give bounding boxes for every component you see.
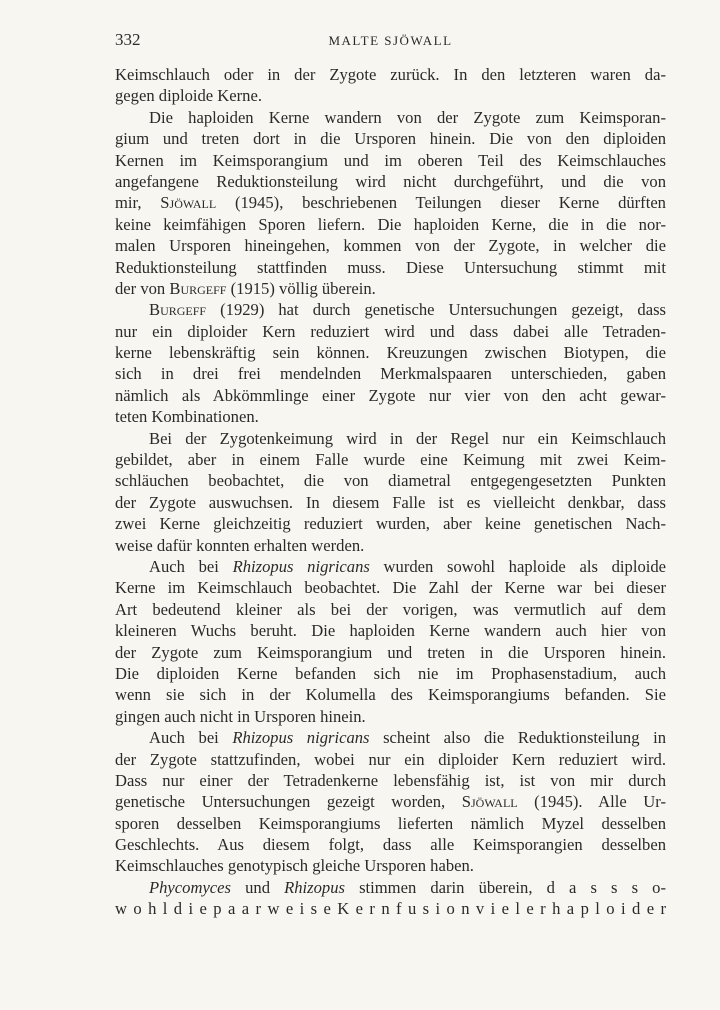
author-citation: Burgeff [149, 300, 207, 320]
text-line [115, 128, 666, 149]
text-line [115, 171, 666, 192]
text-run: wenn sie sich in der Kolumella des Keimsporangiums befanden. Sie [115, 685, 666, 705]
text-line [115, 214, 666, 235]
text-run: Keimschlauch oder in der Zygote zurück. In den letzteren waren da- [115, 65, 666, 84]
page-number: 332 [115, 30, 141, 49]
text-line [115, 556, 666, 577]
text-run: stimmen darin überein, d a s s s o- [344, 877, 667, 897]
text-run: w o h l d i e p a a r w e i s e K e r n f u s i o n v i e l e r h a p l o i d e r [115, 899, 666, 919]
text-line [115, 620, 666, 641]
text-line [115, 470, 666, 491]
species-name: Phycomyces [149, 877, 231, 897]
text-run: nämlich als Abkömmlinge einer Zygote nur vier von den acht gewar- [115, 385, 666, 405]
text-line [115, 877, 666, 898]
text-line [115, 449, 666, 470]
text-run: (1945), beschriebenen Teilungen dieser Kerne dürften [216, 193, 666, 213]
text-run: angefangene Reduktionsteilung wird nicht durchgeführt, und die von [115, 171, 666, 191]
text-run: wurden sowohl haploide als diploide [369, 556, 667, 576]
text-line [115, 813, 666, 834]
text-line [115, 727, 666, 748]
page-header [115, 30, 666, 50]
text-line [115, 492, 666, 513]
text-run: Bei der Zygotenkeimung wird in der Regel nur ein Keimschlauch [149, 428, 666, 448]
text-line [115, 278, 666, 299]
text-run: Kerne im Keimschlauch beobachtet. Die Zahl der Kerne war bei dieser [115, 578, 666, 598]
text-run: (1945). Alle Ur- [517, 792, 666, 812]
text-run: und [231, 877, 285, 897]
text-line [115, 855, 666, 876]
text-run: weise dafür konnten erhalten werden. [115, 535, 365, 555]
text-run: gebildet, aber in einem Falle wurde eine Keimung mit zwei Keim- [115, 450, 666, 470]
text-run: der Zygote stattzufinden, wobei nur ein diploider Kern reduziert wird. [115, 749, 666, 769]
body-text [115, 64, 666, 920]
text-run: zwei Kerne gleichzeitig reduziert wurden, aber keine genetischen Nach- [115, 514, 666, 534]
running-head: MALTE SJÖWALL [328, 33, 453, 48]
species-name: Rhizopus [284, 877, 345, 897]
text-line [115, 684, 666, 705]
text-run: Auch bei [149, 556, 233, 576]
text-line [115, 663, 666, 684]
text-run: der Zygote auswuchsen. In diesem Falle ist es vielleicht denkbar, dass [115, 492, 666, 512]
text-run: schläuchen beobachtet, die von diametral entgegengesetzten Punkten [115, 471, 666, 491]
text-line [115, 770, 666, 791]
text-line [115, 150, 666, 171]
text-line [115, 577, 666, 598]
text-line [115, 706, 666, 727]
text-line [115, 791, 666, 812]
species-name: Rhizopus nigricans [232, 556, 370, 576]
text-run: kerne lebenskräftig sein können. Kreuzungen zwischen Biotypen, die [115, 343, 666, 363]
text-run: Dass nur einer der Tetradenkerne lebensfähig ist, ist von mir durch [115, 770, 666, 790]
text-line [115, 107, 666, 128]
text-line [115, 299, 666, 320]
text-line [115, 363, 666, 384]
author-citation: Burgeff [169, 278, 227, 298]
text-run: keine keimfähigen Sporen liefern. Die haploiden Kerne, die in die nor- [115, 214, 666, 234]
text-run: Reduktionsteilung stattfinden muss. Diese Untersuchung stimmt mit [115, 257, 666, 277]
text-line [115, 385, 666, 406]
text-run: teten Kombinationen. [115, 407, 259, 427]
text-run: Auch bei [149, 728, 233, 748]
text-line [115, 513, 666, 534]
text-run: sporen desselben Keimsporangiums lieferten nämlich Myzel desselben [115, 813, 666, 833]
text-run: Geschlechts. Aus diesem folgt, dass alle Keimsporangien desselben [115, 835, 666, 855]
text-line [115, 342, 666, 363]
text-run: gium und treten dort in die Ursporen hinein. Die von den diploiden [115, 129, 666, 149]
text-line [115, 428, 666, 449]
text-line [115, 406, 666, 427]
text-run: Art bedeutend kleiner als bei der vorigen, was vermutlich auf dem [115, 599, 666, 619]
species-name: Rhizopus nigricans [232, 728, 370, 748]
text-run: gegen diploide Kerne. [115, 86, 262, 106]
text-run: genetische Untersuchungen gezeigt worden, [115, 792, 462, 812]
text-line [115, 749, 666, 770]
text-run: scheint also die Reduktionsteilung in [369, 728, 666, 748]
text-run: kleineren Wuchs beruht. Die haploiden Kerne wandern auch hier von [115, 621, 666, 641]
text-run: gingen auch nicht in Ursporen hinein. [115, 706, 366, 726]
text-run: mir, [115, 193, 161, 213]
text-line [115, 642, 666, 663]
text-line [115, 257, 666, 278]
author-citation: Sjöwall [160, 193, 217, 213]
text-run: nur ein diploider Kern reduziert wird und dass dabei alle Tetraden- [115, 321, 666, 341]
text-run: Die haploiden Kerne wandern von der Zygote zum Keimsporan- [149, 107, 666, 127]
text-run: malen Ursporen hineingehen, kommen von der Zygote, in welcher die [115, 236, 666, 256]
text-line [115, 834, 666, 855]
text-run: Keimschlauches genotypisch gleiche Ursporen haben. [115, 856, 474, 876]
text-line [115, 192, 666, 213]
text-run: Kernen im Keimsporangium und im oberen Teil des Keimschlauches [115, 150, 666, 170]
text-line [115, 321, 666, 342]
text-line [115, 85, 666, 106]
text-line [115, 599, 666, 620]
text-run: (1915) völlig überein. [226, 278, 376, 298]
author-citation: Sjöwall [461, 792, 518, 812]
text-run: Die diploiden Kerne befanden sich nie im Prophasenstadium, auch [115, 663, 666, 683]
text-run: der von [115, 278, 170, 298]
text-line [115, 898, 666, 919]
text-line [115, 64, 666, 85]
text-run: (1929) hat durch genetische Untersuchungen gezeigt, dass [206, 300, 666, 320]
text-line [115, 235, 666, 256]
text-run: der Zygote zum Keimsporangium und treten in die Ursporen hinein. [115, 642, 666, 662]
text-line [115, 535, 666, 556]
text-run: sich in drei frei mendelnden Merkmalspaaren unterschieden, gaben [115, 364, 666, 384]
